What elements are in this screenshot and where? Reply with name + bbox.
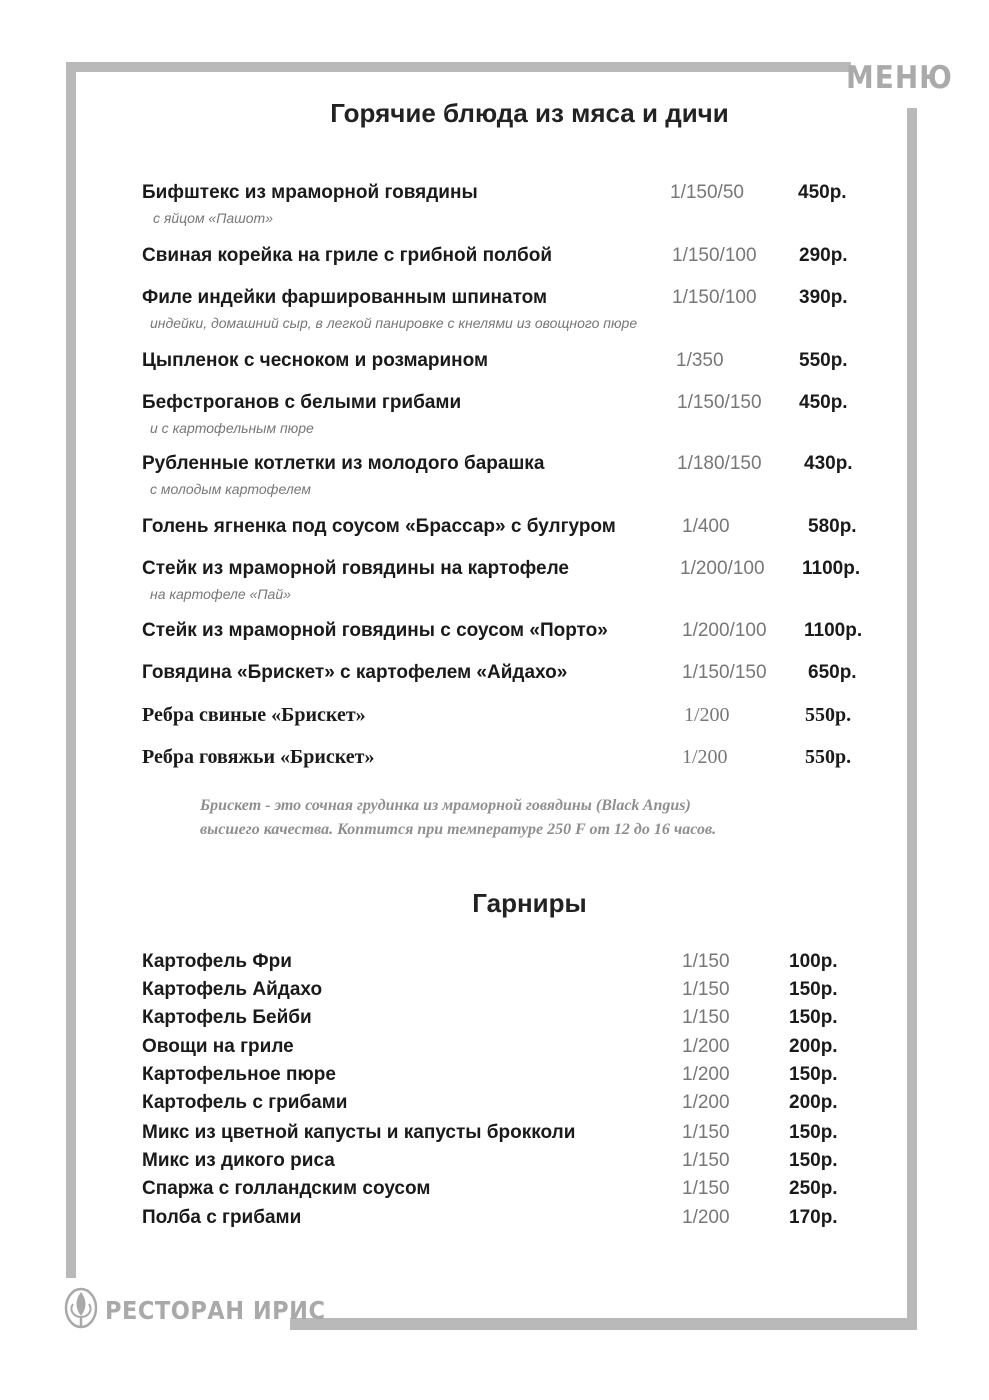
dish-row [142, 662, 882, 686]
dish-name: Свиная корейка на гриле с грибной полбой [142, 245, 553, 266]
iris-flower-icon [63, 1286, 99, 1335]
dish-weight: 1/400 [682, 516, 730, 537]
side-name: Овощи на гриле [142, 1036, 294, 1057]
dish-price: 1100р. [802, 558, 861, 579]
frame-top-border [66, 62, 851, 72]
note-line: высшего качества. Коптится при температуре 250 F от 12 до 16 часов. [200, 821, 717, 838]
side-weight: 1/200 [682, 1207, 730, 1228]
dish-price: 450р. [798, 182, 847, 203]
dish-description: на картофеле «Пай» [150, 586, 291, 602]
dish-price: 290р. [799, 245, 848, 266]
side-name: Спаржа с голландским соусом [142, 1178, 431, 1199]
side-row [142, 1178, 882, 1202]
dish-name: Рубленные котлетки из молодого барашка [142, 453, 545, 474]
dish-weight: 1/150/100 [672, 245, 757, 266]
corner-menu-label: МЕНЮ [846, 60, 953, 96]
dish-row [142, 516, 882, 540]
side-weight: 1/150 [682, 1122, 730, 1143]
side-name: Картофель Айдахо [142, 979, 323, 1000]
dish-description: и с картофельным пюре [150, 420, 314, 436]
dish-price: 650р. [808, 662, 857, 683]
dish-name: Цыпленок с чесноком и розмарином [142, 350, 489, 371]
side-weight: 1/150 [682, 1178, 730, 1199]
side-row [142, 1122, 882, 1146]
dish-name: Ребра свиные «Брискет» [142, 704, 366, 726]
dish-weight: 1/150/50 [670, 182, 744, 203]
side-price: 150р. [789, 1150, 838, 1171]
main-section-title: Горячие блюда из мяса и дичи [330, 98, 729, 128]
side-name: Картофель Бейби [142, 1007, 312, 1028]
frame-left-border [66, 62, 76, 1278]
dish-weight: 1/150/150 [682, 662, 767, 683]
dish-row [142, 704, 882, 728]
side-row [142, 1036, 882, 1060]
dish-weight: 1/150/100 [672, 287, 757, 308]
side-weight: 1/200 [682, 1036, 730, 1057]
side-row [142, 1207, 882, 1231]
side-row [142, 979, 882, 1003]
dish-name: Говядина «Брискет» с картофелем «Айдахо» [142, 662, 568, 683]
logo-text: РЕСТОРАН ИРИС [105, 1296, 326, 1325]
dish-row [142, 558, 882, 582]
side-weight: 1/150 [682, 1150, 730, 1171]
side-price: 150р. [789, 979, 838, 1000]
dish-description: с яйцом «Пашот» [153, 210, 274, 226]
dish-name: Стейк из мраморной говядины на картофеле [142, 558, 569, 579]
side-row [142, 951, 882, 975]
dish-price: 580р. [808, 516, 857, 537]
brisket-note [200, 794, 716, 842]
side-name: Картофель Фри [142, 951, 292, 972]
dish-price: 390р. [799, 287, 848, 308]
side-name: Картофельное пюре [142, 1064, 336, 1085]
side-row [142, 1064, 882, 1088]
dish-description: с молодым картофелем [150, 481, 311, 497]
side-price: 150р. [789, 1122, 838, 1143]
dish-row [142, 245, 882, 269]
side-row [142, 1150, 882, 1174]
frame-right-border [907, 108, 917, 1330]
dish-row [142, 182, 882, 206]
dish-weight: 1/180/150 [677, 453, 762, 474]
side-price: 150р. [789, 1007, 838, 1028]
dish-row [142, 350, 882, 374]
dish-weight: 1/200/100 [680, 558, 765, 579]
note-line: Брискет - это сочная грудинка из мраморной говядины (Black Angus) [200, 797, 691, 814]
side-name: Полба с грибами [142, 1207, 302, 1228]
side-price: 250р. [789, 1178, 838, 1199]
dish-price: 550р. [805, 746, 852, 768]
dish-name: Стейк из мраморной говядины с соусом «Порто» [142, 620, 608, 641]
side-weight: 1/150 [682, 1007, 730, 1028]
dish-price: 550р. [799, 350, 848, 371]
side-name: Картофель с грибами [142, 1092, 348, 1113]
restaurant-logo [63, 1286, 325, 1335]
dish-name: Голень ягненка под соусом «Брассар» с булгуром [142, 516, 616, 537]
dish-price: 450р. [799, 392, 848, 413]
side-weight: 1/200 [682, 1064, 730, 1085]
dish-name: Бефстроганов с белыми грибами [142, 392, 462, 413]
side-name: Микс из дикого риса [142, 1150, 335, 1171]
side-weight: 1/150 [682, 951, 730, 972]
side-price: 200р. [789, 1092, 838, 1113]
dish-description: индейки, домашний сыр, в легкой панировке с кнелями из овощного пюре [150, 315, 638, 331]
dish-price: 430р. [804, 453, 853, 474]
dish-name: Ребра говяжьи «Брискет» [142, 746, 375, 768]
dish-weight: 1/150/150 [677, 392, 762, 413]
side-weight: 1/150 [682, 979, 730, 1000]
dish-weight: 1/200/100 [682, 620, 767, 641]
dish-name: Бифштекс из мраморной говядины [142, 182, 478, 203]
dish-weight: 1/350 [676, 350, 724, 371]
side-weight: 1/200 [682, 1092, 730, 1113]
dish-weight: 1/200 [684, 704, 730, 726]
sides-section-title: Гарниры [472, 888, 587, 918]
frame-bottom-border [290, 1318, 917, 1330]
side-price: 100р. [789, 951, 838, 972]
side-price: 150р. [789, 1064, 838, 1085]
side-price: 200р. [789, 1036, 838, 1057]
side-row [142, 1092, 882, 1116]
side-row [142, 1007, 882, 1031]
dish-row [142, 453, 882, 477]
dish-row [142, 620, 882, 644]
dish-row [142, 746, 882, 770]
dish-price: 550р. [805, 704, 852, 726]
dish-price: 1100р. [804, 620, 863, 641]
dish-weight: 1/200 [682, 746, 728, 768]
side-price: 170р. [789, 1207, 838, 1228]
side-name: Микс из цветной капусты и капусты брокколи [142, 1122, 576, 1143]
dish-row [142, 392, 882, 416]
dish-name: Филе индейки фаршированным шпинатом [142, 287, 548, 308]
dish-row [142, 287, 882, 311]
